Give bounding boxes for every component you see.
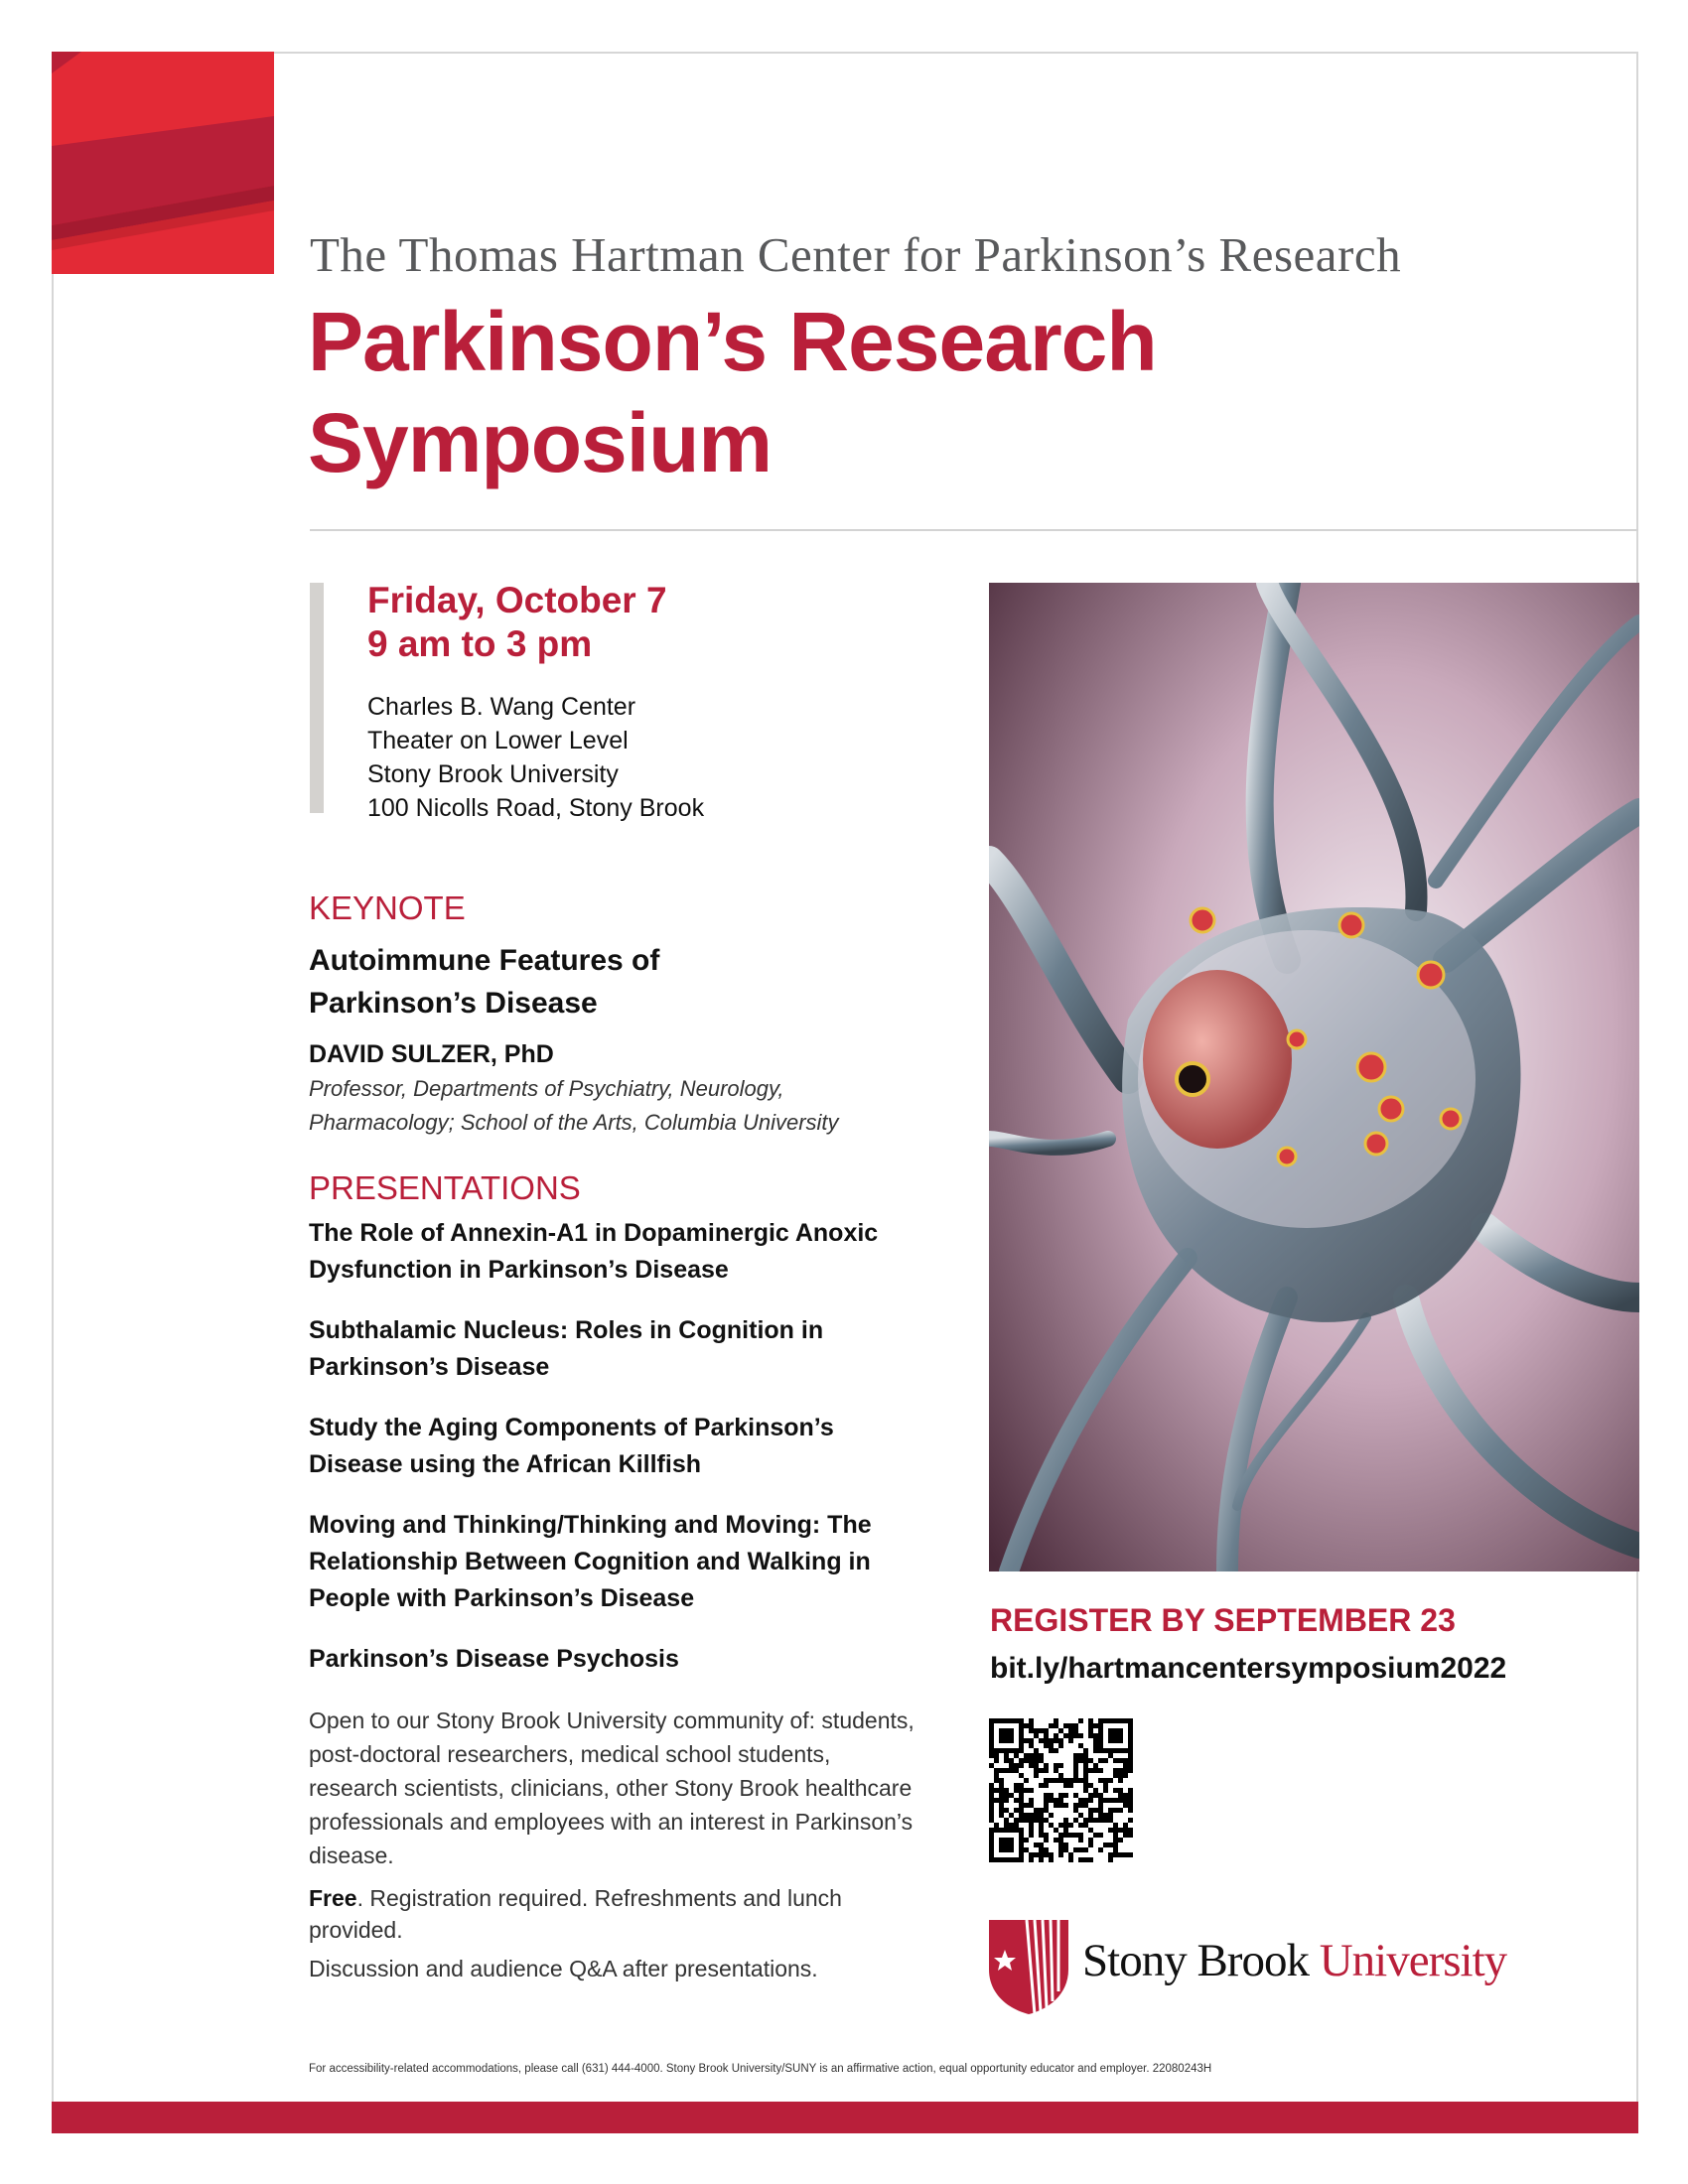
bottom-red-bar [52, 2102, 1638, 2133]
keynote-title-line: Parkinson’s Disease [309, 987, 598, 1020]
divider [310, 529, 1638, 531]
presentation-item: Subthalamic Nucleus: Roles in Cognition in Parkinson’s Disease [309, 1316, 824, 1381]
address-line: Stony Brook University [367, 760, 619, 788]
registration-note: . Registration required. Refreshments and lunch provided. [309, 1885, 842, 1943]
keynote-title-line: Autoimmune Features of [309, 944, 660, 977]
stony-brook-logo [989, 1920, 1545, 2014]
registration-link[interactable]: bit.ly/hartmancentersymposium2022 [990, 1652, 1507, 1685]
event-address [367, 690, 704, 825]
audience-info: Open to our Stony Brook University community of: students, post-doctoral researchers, medical school students, research scientists, clinicians, other Stony Brook healthcare professionals and employees with an interest in Parkinson’s disease. [309, 1707, 914, 1868]
registration-info [309, 1882, 865, 1946]
footer-disclaimer: For accessibility-related accommodations, please call (631) 444-4000. Stony Brook University/SUNY is an affirmative action, equal opportunity educator and employer. 22080243H [309, 2063, 1212, 2075]
free-label: Free [309, 1885, 357, 1911]
logo-text: Stony Brook [1082, 1935, 1309, 1986]
qr-code[interactable] [989, 1718, 1133, 1862]
logo-text-university: University [1319, 1935, 1507, 1986]
neuron-illustration [989, 583, 1639, 1571]
keynote-speaker-role [309, 1072, 839, 1140]
registration-deadline: REGISTER BY SEPTEMBER 23 [990, 1602, 1456, 1638]
role-line: Professor, Departments of Psychiatry, Neurology, [309, 1076, 784, 1101]
presentation-item: The Role of Annexin-A1 in Dopaminergic Anoxic Dysfunction in Parkinson’s Disease [309, 1219, 879, 1284]
presentations-heading: PRESENTATIONS [309, 1169, 581, 1206]
presentation-item: Parkinson’s Disease Psychosis [309, 1645, 679, 1673]
address-line: Theater on Lower Level [367, 727, 629, 754]
shield-icon [989, 1920, 1072, 2014]
page-title-line1: Parkinson’s Research [308, 295, 1157, 388]
decorative-red-stripes [52, 52, 274, 274]
address-line: Charles B. Wang Center [367, 693, 636, 721]
center-name: The Thomas Hartman Center for Parkinson’s Research [310, 227, 1402, 282]
presentation-item: Moving and Thinking/Thinking and Moving: The Relationship Between Cognition and Walking in People with Parkinson’s Disease [309, 1511, 872, 1612]
address-line: 100 Nicolls Road, Stony Brook [367, 794, 705, 822]
keynote-title [309, 939, 659, 1024]
event-time: 9 am to 3 pm [367, 623, 593, 664]
keynote-heading: KEYNOTE [309, 889, 466, 926]
event-date: Friday, October 7 [367, 580, 667, 620]
date-accent-bar [310, 583, 324, 813]
page-title-line2: Symposium [308, 396, 773, 489]
discussion-note: Discussion and audience Q&A after presentations. [309, 1956, 818, 1981]
role-line: Pharmacology; School of the Arts, Columbia University [309, 1110, 839, 1135]
presentation-item: Study the Aging Components of Parkinson’s Disease using the African Killfish [309, 1414, 834, 1478]
keynote-speaker: DAVID SULZER, PhD [309, 1040, 554, 1068]
